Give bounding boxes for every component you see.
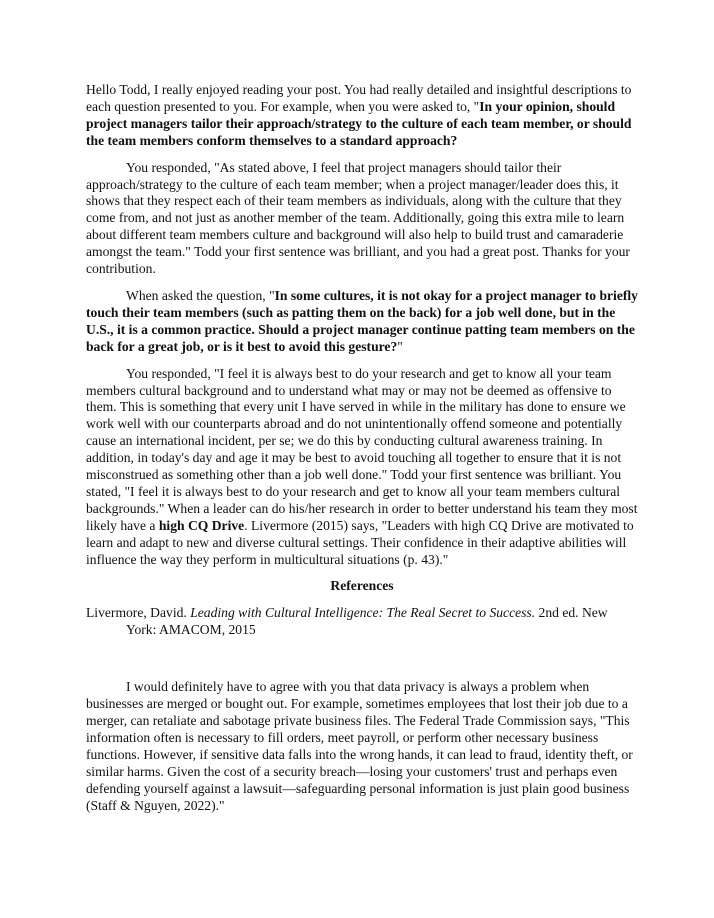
paragraph-data-privacy <box>86 679 638 814</box>
response-two-text-before: You responded, "I feel it is always best to do your research and get to know all your team members cultural background and to understand what may or may not be deemed as offensive to them. This is something that every unit I have served in while in the military has done to ensure we work well with our counterparts abroad and do not unintentionally offend someone and potentially cause an international incident, per se; we do this by conducting cultural awareness training. In addition, in today's day and age it may be best to avoid touching all together to ensure that it is not misconstrued as something other than a job well done." Todd your first sentence was brilliant. You stated, "I feel it is always best to do your research and get to know all your team members cultural backgrounds." When a leader can do his/her research in order to better understand his team they most likely have a <box>86 365 638 533</box>
paragraph-response-two <box>86 366 638 569</box>
data-privacy-text: I would definitely have to agree with you that data privacy is always a problem when businesses are merged or bought out. For example, sometimes employees that lost their job due to a merger, can retaliate and sabotage private business files. The Federal Trade Commission says, "This information often is necessary to fill orders, meet payroll, or perform other necessary business functions. However, if sensitive data falls into the wrong hands, it can lead to fraud, identity theft, or similar harms. Given the cost of a security breach—losing your customers' trust and perhaps even defending yourself against a lawsuit—safeguarding personal information is just plain good business (Staff & Nguyen, 2022)." <box>86 679 633 813</box>
reference-entry <box>86 605 638 639</box>
question-two-intro: When asked the question, " <box>126 287 275 303</box>
reference-title: Leading with Cultural Intelligence: The Real Secret to Success. <box>190 605 536 621</box>
question-two-bold: In some cultures, it is not okay for a project manager to briefly touch their team members (such as patting them on the back) for a job well done, but in the U.S., it is a common practice. Should a project manager continue patting team members on the back for a great job, or is it best to avoid this gesture? <box>86 287 638 354</box>
paragraph-greeting <box>86 82 638 150</box>
response-one-text: You responded, "As stated above, I feel that project managers should tailor their approach/strategy to the culture of each team member; when a project manager/leader does this, it shows that they respect each of their team members as individuals, along with the culture that they come from, and not just as another member of the team. Additionally, going this extra mile to learn about different team members culture and background will also help to build trust and camaraderie amongst the team." Todd your first sentence was brilliant, and you had a great post. Thanks for your contribution. <box>86 159 630 277</box>
question-one-bold: In your opinion, should project managers tailor their approach/strategy to the culture of each team member, or should the team members conform themselves to a standard approach? <box>86 98 632 148</box>
references-heading: References <box>330 578 394 594</box>
question-two-end: " <box>397 338 403 354</box>
document-page <box>86 82 638 824</box>
reference-author: Livermore, David. <box>86 605 191 621</box>
reference-publication: 2nd ed. New York: AMACOM, 2015 <box>126 605 608 638</box>
response-two-text-after: . Livermore (2015) says, "Leaders with high CQ Drive are motivated to learn and adapt to new and diverse cultural settings. Their confidence in their adaptive abilities will influence the way they perform in multicultural situations (p. 43)." <box>86 517 634 567</box>
paragraph-question-two <box>86 288 638 356</box>
paragraph-greeting-text: Hello Todd, I really enjoyed reading your post. You had really detailed and insightful descriptions to each question presented to you. For example, when you were asked to, " <box>86 82 632 114</box>
cq-drive-bold: high CQ Drive <box>158 517 245 533</box>
paragraph-response-one <box>86 160 638 278</box>
